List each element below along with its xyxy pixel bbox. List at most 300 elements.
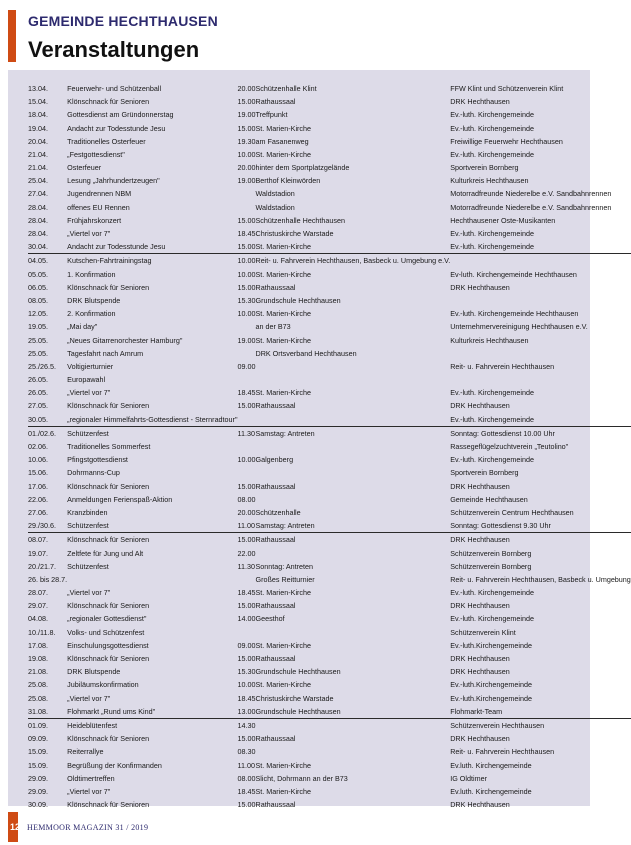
event-organizer: Motorradfreunde Niederelbe e.V. Sandbahnrennen xyxy=(450,189,612,199)
event-place: Grundschule Hechthausen xyxy=(255,667,341,677)
event-row xyxy=(28,547,631,560)
event-date: 19.08. xyxy=(28,654,48,664)
event-time: 11.00 xyxy=(238,519,256,533)
event-time: 13.00 xyxy=(238,705,256,719)
event-place: Schützenhalle Klint xyxy=(255,83,317,93)
event-title: 1. Konfirmation xyxy=(67,269,116,279)
event-date: 25.05. xyxy=(28,335,48,345)
event-place: St. Marien-Kirche xyxy=(255,335,312,345)
event-organizer: Sportverein Bornberg xyxy=(450,468,519,478)
event-organizer: Reit- u. Fahrverein Hechthausen, Basbeck u. Umgebung xyxy=(450,574,631,584)
event-place xyxy=(256,466,451,479)
event-organizer: DRK Hechthausen xyxy=(450,800,510,810)
event-date: 28.04. xyxy=(28,229,48,239)
event-title: „Viertel vor 7" xyxy=(67,693,111,703)
event-place: Christuskirche Warstade xyxy=(255,229,334,239)
event-time xyxy=(238,626,256,639)
event-organizer: Ev.-luth. Kirchengemeinde xyxy=(450,413,631,427)
event-row xyxy=(28,759,631,772)
event-row xyxy=(28,360,631,373)
event-place: St. Marien-Kirche xyxy=(255,760,312,770)
event-organizer: Unternehmervereinigung Hechthausen e.V. xyxy=(450,322,588,332)
event-title: Begrüßung der Konfirmanden xyxy=(67,760,162,770)
event-title: offenes EU Rennen xyxy=(67,202,130,212)
event-organizer: Ev.-luth.Kirchengemeinde xyxy=(450,693,532,703)
event-place: Grundschule Hechthausen xyxy=(255,295,341,305)
event-row xyxy=(28,386,631,399)
event-time: 22.00 xyxy=(237,548,256,558)
event-time xyxy=(238,188,256,201)
event-date: 10.06. xyxy=(28,455,48,465)
event-row xyxy=(28,626,631,639)
event-title: Klönschnack für Senioren xyxy=(67,601,150,611)
event-organizer: DRK Hechthausen xyxy=(450,601,510,611)
event-row xyxy=(28,493,631,506)
event-place: St. Marien-Kirche xyxy=(255,123,312,133)
event-place: Berthof Kleinwörden xyxy=(255,176,321,186)
event-organizer: Gemeinde Hechthausen xyxy=(450,494,528,504)
event-date: 29.07. xyxy=(28,601,48,611)
event-time: 11.30 xyxy=(237,428,255,438)
event-date: 05.05. xyxy=(28,269,48,279)
event-place: St. Marien-Kirche xyxy=(255,269,312,279)
event-place: DRK Ortsverband Hechthausen xyxy=(255,348,357,358)
event-row xyxy=(28,148,631,161)
event-place xyxy=(256,373,451,386)
event-time xyxy=(238,320,256,333)
event-row xyxy=(28,480,631,493)
event-place: Schützenhalle Hechthausen xyxy=(255,215,346,225)
event-row xyxy=(28,281,631,294)
event-organizer: Ev.-luth.Kirchengemeinde xyxy=(450,680,532,690)
event-time: 20.00 xyxy=(237,507,256,517)
event-title: Zeltfete für Jung und Alt xyxy=(67,548,144,558)
event-time: 18.45 xyxy=(237,693,256,703)
event-title: Klönschnack für Senioren xyxy=(67,401,150,411)
event-row xyxy=(28,426,631,440)
event-row xyxy=(28,174,631,187)
event-title: Volks- und Schützenfest xyxy=(67,627,145,637)
event-place: Samstag: Antreten xyxy=(255,428,315,438)
event-time: 15.00 xyxy=(237,282,256,292)
event-place: an der B73 xyxy=(255,322,291,332)
event-row xyxy=(28,188,631,201)
event-time: 11.00 xyxy=(237,760,255,770)
event-title: Andacht zur Todesstunde Jesu xyxy=(67,240,237,254)
event-title: Klönschnack für Senioren xyxy=(67,654,150,664)
event-place: Waldstadion xyxy=(255,202,295,212)
event-date: 09.09. xyxy=(28,734,48,744)
event-place: Waldstadion xyxy=(255,189,295,199)
event-place: Rathaussaal xyxy=(255,535,296,545)
event-time xyxy=(238,573,256,586)
event-title: Flohmarkt „Rund ums Kind" xyxy=(67,705,237,719)
event-place: St. Marien-Kirche xyxy=(255,786,312,796)
event-date: 13.04. xyxy=(28,83,48,93)
event-time: 20.00 xyxy=(237,163,256,173)
event-date: 20./21.7. xyxy=(28,561,56,571)
event-place: Rathaussaal xyxy=(255,800,296,810)
event-title: 2. Konfirmation xyxy=(67,309,116,319)
event-title: „Viertel vor 7" xyxy=(67,588,111,598)
event-organizer: Sonntag: Gottesdienst 10.00 Uhr xyxy=(450,428,555,438)
event-row xyxy=(28,201,631,214)
events-table xyxy=(28,82,631,811)
event-row xyxy=(28,240,631,254)
event-time: 18.45 xyxy=(237,388,256,398)
event-place: Rathaussaal xyxy=(255,734,296,744)
event-time: 09.00 xyxy=(237,361,256,371)
event-time xyxy=(238,373,256,386)
event-place: Rathaussaal xyxy=(255,654,296,664)
event-organizer: Ev-luth. Kirchengemeinde Hechthausen xyxy=(450,269,577,279)
event-title: „Viertel vor 7" xyxy=(67,229,111,239)
event-organizer: IG Oldtimer xyxy=(450,773,487,783)
event-organizer: Motorradfreunde Niederelbe e.V. Sandbahnrennen xyxy=(450,202,612,212)
event-time: 18.45 xyxy=(237,786,256,796)
event-title: Klönschnack für Senioren xyxy=(67,97,150,107)
event-place: Rathaussaal xyxy=(255,401,296,411)
event-place xyxy=(256,626,451,639)
event-date: 21.04. xyxy=(28,163,48,173)
event-date: 15.06. xyxy=(28,468,48,478)
event-organizer: Ev.-luth. Kirchengemeinde xyxy=(450,588,534,598)
event-title: Klönschnack für Senioren xyxy=(67,535,150,545)
event-title: Voltigierturnier xyxy=(67,361,114,371)
event-place: Großes Reitturnier xyxy=(255,574,315,584)
event-date: 29.09. xyxy=(28,773,48,783)
header-accent-bar xyxy=(8,10,16,62)
event-place xyxy=(256,360,451,373)
event-organizer: DRK Hechthausen xyxy=(450,654,510,664)
event-row xyxy=(28,347,631,360)
event-title: „Viertel vor 7" xyxy=(67,786,111,796)
event-title: „regionaler Gottesdienst" xyxy=(67,614,147,624)
event-time: 19.00 xyxy=(237,335,256,345)
event-row xyxy=(28,453,631,466)
event-title: „Mai day" xyxy=(67,322,98,332)
event-organizer: FFW Klint und Schützenverein Klint xyxy=(450,83,564,93)
event-title: Gottesdienst am Gründonnerstag xyxy=(67,110,174,120)
event-row xyxy=(28,785,631,798)
event-place: St. Marien-Kirche xyxy=(255,640,312,650)
event-title: Anmeldungen Ferienspaß-Aktion xyxy=(67,494,173,504)
event-time: 14.00 xyxy=(237,614,256,624)
event-date: 22.06. xyxy=(28,494,48,504)
event-title: Traditionelles Sommerfest xyxy=(67,442,151,452)
event-time: 15.00 xyxy=(237,215,256,225)
event-date: 27.06. xyxy=(28,507,48,517)
event-date: 01./02.6. xyxy=(28,428,56,438)
event-row xyxy=(28,586,631,599)
event-row xyxy=(28,122,631,135)
event-organizer: Schützenverein Bornberg xyxy=(450,548,532,558)
event-organizer: Sportverein Bornberg xyxy=(450,163,519,173)
event-time: 08.30 xyxy=(237,747,256,757)
event-date: 29./30.6. xyxy=(28,519,67,533)
event-time: 18.45 xyxy=(237,229,256,239)
event-place xyxy=(256,745,451,758)
event-row xyxy=(28,268,631,281)
event-title: DRK Blutspende xyxy=(67,667,121,677)
event-time: 08.00 xyxy=(237,773,256,783)
event-time: 15.00 xyxy=(237,800,256,810)
event-date: 04.08. xyxy=(28,614,48,624)
event-place: St. Marien-Kirche xyxy=(255,588,312,598)
event-organizer: DRK Hechthausen xyxy=(450,481,510,491)
event-time: 10.00 xyxy=(237,309,256,319)
event-row xyxy=(28,161,631,174)
event-title: Andacht zur Todesstunde Jesu xyxy=(67,123,166,133)
event-row xyxy=(28,294,631,307)
event-place: Sonntag: Antreten xyxy=(255,561,314,571)
event-title xyxy=(67,573,237,586)
event-organizer: Ev.-luth. Kirchengemeinde xyxy=(450,240,631,254)
event-place: Treffpunkt xyxy=(255,110,288,120)
event-title: „Viertel vor 7" xyxy=(67,388,111,398)
event-date: 08.05. xyxy=(28,295,48,305)
event-organizer: Kulturkreis Hechthausen xyxy=(450,335,529,345)
event-title: Schützenfest xyxy=(67,561,109,571)
event-place: St. Marien-Kirche xyxy=(255,680,312,690)
event-time: 15.00 xyxy=(237,97,256,107)
event-place: Geesthof xyxy=(255,614,285,624)
event-place: St. Marien-Kirche xyxy=(255,309,312,319)
event-time: 15.00 xyxy=(237,401,256,411)
event-date: 15.09. xyxy=(28,747,48,757)
event-title: Lesung „Jahrhundertzeugen" xyxy=(67,176,160,186)
events-panel xyxy=(8,70,631,810)
event-time xyxy=(238,440,256,453)
event-organizer xyxy=(450,347,631,360)
event-organizer: Flohmarkt-Team xyxy=(450,705,631,719)
event-time: 15.00 xyxy=(237,123,256,133)
event-title: Schützenfest xyxy=(67,428,109,438)
event-date: 25.05. xyxy=(28,348,48,358)
event-title: Klönschnack für Senioren xyxy=(67,800,150,810)
event-organizer: Schützenverein Bornberg xyxy=(450,561,532,571)
event-place: St. Marien-Kirche xyxy=(256,240,451,254)
event-time: 10.00 xyxy=(237,455,256,465)
event-place: Rathaussaal xyxy=(255,601,296,611)
event-title: Feuerwehr- und Schützenball xyxy=(67,83,162,93)
event-title: Reiterrallye xyxy=(67,747,104,757)
event-time xyxy=(238,347,256,360)
event-organizer: Rassegeflügelzuchtverein „Teutolino" xyxy=(450,442,569,452)
event-row xyxy=(28,440,631,453)
event-time: 14.30 xyxy=(237,720,256,730)
event-place: St. Marien-Kirche xyxy=(255,388,312,398)
event-row xyxy=(28,506,631,519)
event-title: Oldtimertreffen xyxy=(67,773,115,783)
event-time: 10.00 xyxy=(237,149,256,159)
event-time xyxy=(238,201,256,214)
event-time: 19.00 xyxy=(237,176,256,186)
event-row xyxy=(28,692,631,705)
event-title: Klönschnack für Senioren xyxy=(67,481,150,491)
event-date: 31.08. xyxy=(28,705,67,719)
event-date: 27.05. xyxy=(28,401,48,411)
event-organizer: Ev.-luth. Kirchengemeinde xyxy=(450,455,534,465)
municipality-heading: GEMEINDE HECHTHAUSEN xyxy=(28,13,218,29)
event-date: 17.06. xyxy=(28,481,48,491)
event-organizer: Schützenverein Hechthausen xyxy=(450,720,545,730)
event-date: 01.09. xyxy=(28,720,48,730)
event-row xyxy=(28,719,631,733)
event-date: 19.07. xyxy=(28,548,48,558)
event-title: Schützenfest xyxy=(67,519,237,533)
event-date: 26. bis 28.7. xyxy=(28,574,68,584)
event-date: 25.08. xyxy=(28,693,48,703)
event-row xyxy=(28,599,631,612)
event-organizer: Ev.-luth. Kirchengemeinde xyxy=(450,614,534,624)
event-title: Klönschnack für Senioren xyxy=(67,282,150,292)
event-date: 29.09. xyxy=(28,786,48,796)
event-title: „Neues Gitarrenorchester Hamburg" xyxy=(67,335,183,345)
event-title: Kranzbinden xyxy=(67,507,108,517)
event-row xyxy=(28,466,631,479)
event-organizer: Ev.luth. Kirchengemeinde xyxy=(450,786,532,796)
event-time: 15.30 xyxy=(237,295,256,305)
event-organizer: DRK Hechthausen xyxy=(450,282,510,292)
event-title: Einschulungsgottesdienst xyxy=(67,640,149,650)
event-date: 28.04. xyxy=(28,202,48,212)
event-title: Pfingstgottesdienst xyxy=(67,455,128,465)
event-organizer: DRK Hechthausen xyxy=(450,734,510,744)
event-time: 15.30 xyxy=(237,667,256,677)
event-place xyxy=(256,719,451,733)
event-place: am Fasanenweg xyxy=(255,136,309,146)
event-organizer: Ev.-luth. Kirchengemeinde xyxy=(450,110,534,120)
event-row xyxy=(28,400,631,413)
event-row xyxy=(28,705,631,719)
event-place: Reit- u. Fahrverein Hechthausen, Basbeck u. Umgebung e.V. xyxy=(255,256,451,266)
event-date: 27.04. xyxy=(28,189,48,199)
event-place: Rathaussaal xyxy=(255,282,296,292)
event-title: Kutschen-Fahrtrainingstag xyxy=(67,256,152,266)
event-row xyxy=(28,533,631,547)
event-place xyxy=(256,547,451,560)
event-time: 08.00 xyxy=(237,494,256,504)
event-date: 30.05. xyxy=(28,413,67,427)
event-date: 25.08. xyxy=(28,680,48,690)
event-time: 09.00 xyxy=(237,640,256,650)
event-row xyxy=(28,665,631,678)
event-row xyxy=(28,227,631,240)
event-place: Slicht, Dohrmann an der B73 xyxy=(255,773,348,783)
page-title: Veranstaltungen xyxy=(28,37,200,62)
event-organizer: Hechthausener Oste-Musikanten xyxy=(450,215,556,225)
event-date: 04.05. xyxy=(28,256,48,266)
event-row xyxy=(28,373,631,386)
event-row xyxy=(28,214,631,227)
event-organizer: DRK Hechthausen xyxy=(450,535,510,545)
event-organizer: Ev.-luth. Kirchengemeinde Hechthausen xyxy=(450,309,579,319)
event-title: Jubiläumskonfirmation xyxy=(67,680,139,690)
event-title: Osterfeuer xyxy=(67,163,102,173)
event-time: 15.00 xyxy=(237,535,256,545)
event-place xyxy=(256,493,451,506)
page-number: 12 xyxy=(10,822,21,832)
event-organizer: DRK Hechthausen xyxy=(450,97,510,107)
event-row xyxy=(28,732,631,745)
event-date: 06.05. xyxy=(28,282,48,292)
event-time xyxy=(238,466,256,479)
event-row xyxy=(28,798,631,811)
event-row xyxy=(28,745,631,758)
event-place: Schützenhalle xyxy=(255,507,301,517)
event-row xyxy=(28,82,631,95)
event-place: St. Marien-Kirche xyxy=(255,149,312,159)
event-row xyxy=(28,519,631,533)
event-title: „Festgottesdienst" xyxy=(67,149,125,159)
event-organizer: Schützenverein Klint xyxy=(450,627,516,637)
event-time: 19.00 xyxy=(237,110,256,120)
event-row xyxy=(28,307,631,320)
event-time: 18.45 xyxy=(237,588,256,598)
event-date: 18.04. xyxy=(28,110,48,120)
event-title: Frühjahrskonzert xyxy=(67,215,122,225)
event-title: Klönschnack für Senioren xyxy=(67,734,150,744)
event-organizer: Sonntag: Gottesdienst 9.30 Uhr xyxy=(450,519,631,533)
event-organizer: Ev.-luth. Kirchengemeinde xyxy=(450,123,534,133)
event-place xyxy=(256,440,451,453)
event-title: „regionaler Himmelfahrts-Gottesdienst - Sternradtour" xyxy=(67,413,237,427)
event-row xyxy=(28,560,631,573)
magazine-name: HEMMOOR MAGAZIN 31 / 2019 xyxy=(27,823,149,832)
event-date: 15.09. xyxy=(28,760,48,770)
event-row xyxy=(28,613,631,626)
event-date: 21.04. xyxy=(28,149,48,159)
event-date: 25./26.5. xyxy=(28,361,56,371)
event-place: Galgenberg xyxy=(255,455,294,465)
event-organizer: Reit- u. Fahrverein Hechthausen xyxy=(450,361,555,371)
event-place: Christuskirche Warstade xyxy=(255,693,334,703)
event-date: 19.05. xyxy=(28,322,48,332)
event-date: 08.07. xyxy=(28,535,48,545)
event-place: Samstag: Antreten xyxy=(256,519,451,533)
event-date: 30.09. xyxy=(28,800,48,810)
event-time: 20.00 xyxy=(237,83,256,93)
event-time: 10.00 xyxy=(237,256,256,266)
event-time: 19.30 xyxy=(237,136,256,146)
event-date: 30.04. xyxy=(28,240,67,254)
event-organizer: Ev.-luth. Kirchengemeinde xyxy=(450,229,534,239)
event-title: Tagesfahrt nach Amrum xyxy=(67,348,144,358)
event-row xyxy=(28,334,631,347)
event-title: Heideblütenfest xyxy=(67,720,118,730)
event-row xyxy=(28,639,631,652)
event-date: 12.05. xyxy=(28,309,48,319)
event-date: 26.05. xyxy=(28,388,48,398)
event-organizer: Ev.-luth. Kirchengemeinde xyxy=(450,149,534,159)
event-organizer xyxy=(450,254,631,268)
event-date: 28.04. xyxy=(28,215,48,225)
event-row xyxy=(28,413,631,427)
event-time: 15.00 xyxy=(237,734,256,744)
event-time: 15.00 xyxy=(237,481,256,491)
event-row xyxy=(28,95,631,108)
event-time: 15.00 xyxy=(237,654,256,664)
event-time: 10.00 xyxy=(237,680,256,690)
event-date: 21.08. xyxy=(28,667,48,677)
event-organizer: Schützenverein Centrum Hechthausen xyxy=(450,507,574,517)
event-time: 15.00 xyxy=(238,240,256,254)
event-organizer: DRK Hechthausen xyxy=(450,401,510,411)
event-date: 26.05. xyxy=(28,375,48,385)
event-organizer xyxy=(450,373,631,386)
event-date: 10./11.8. xyxy=(28,627,56,637)
